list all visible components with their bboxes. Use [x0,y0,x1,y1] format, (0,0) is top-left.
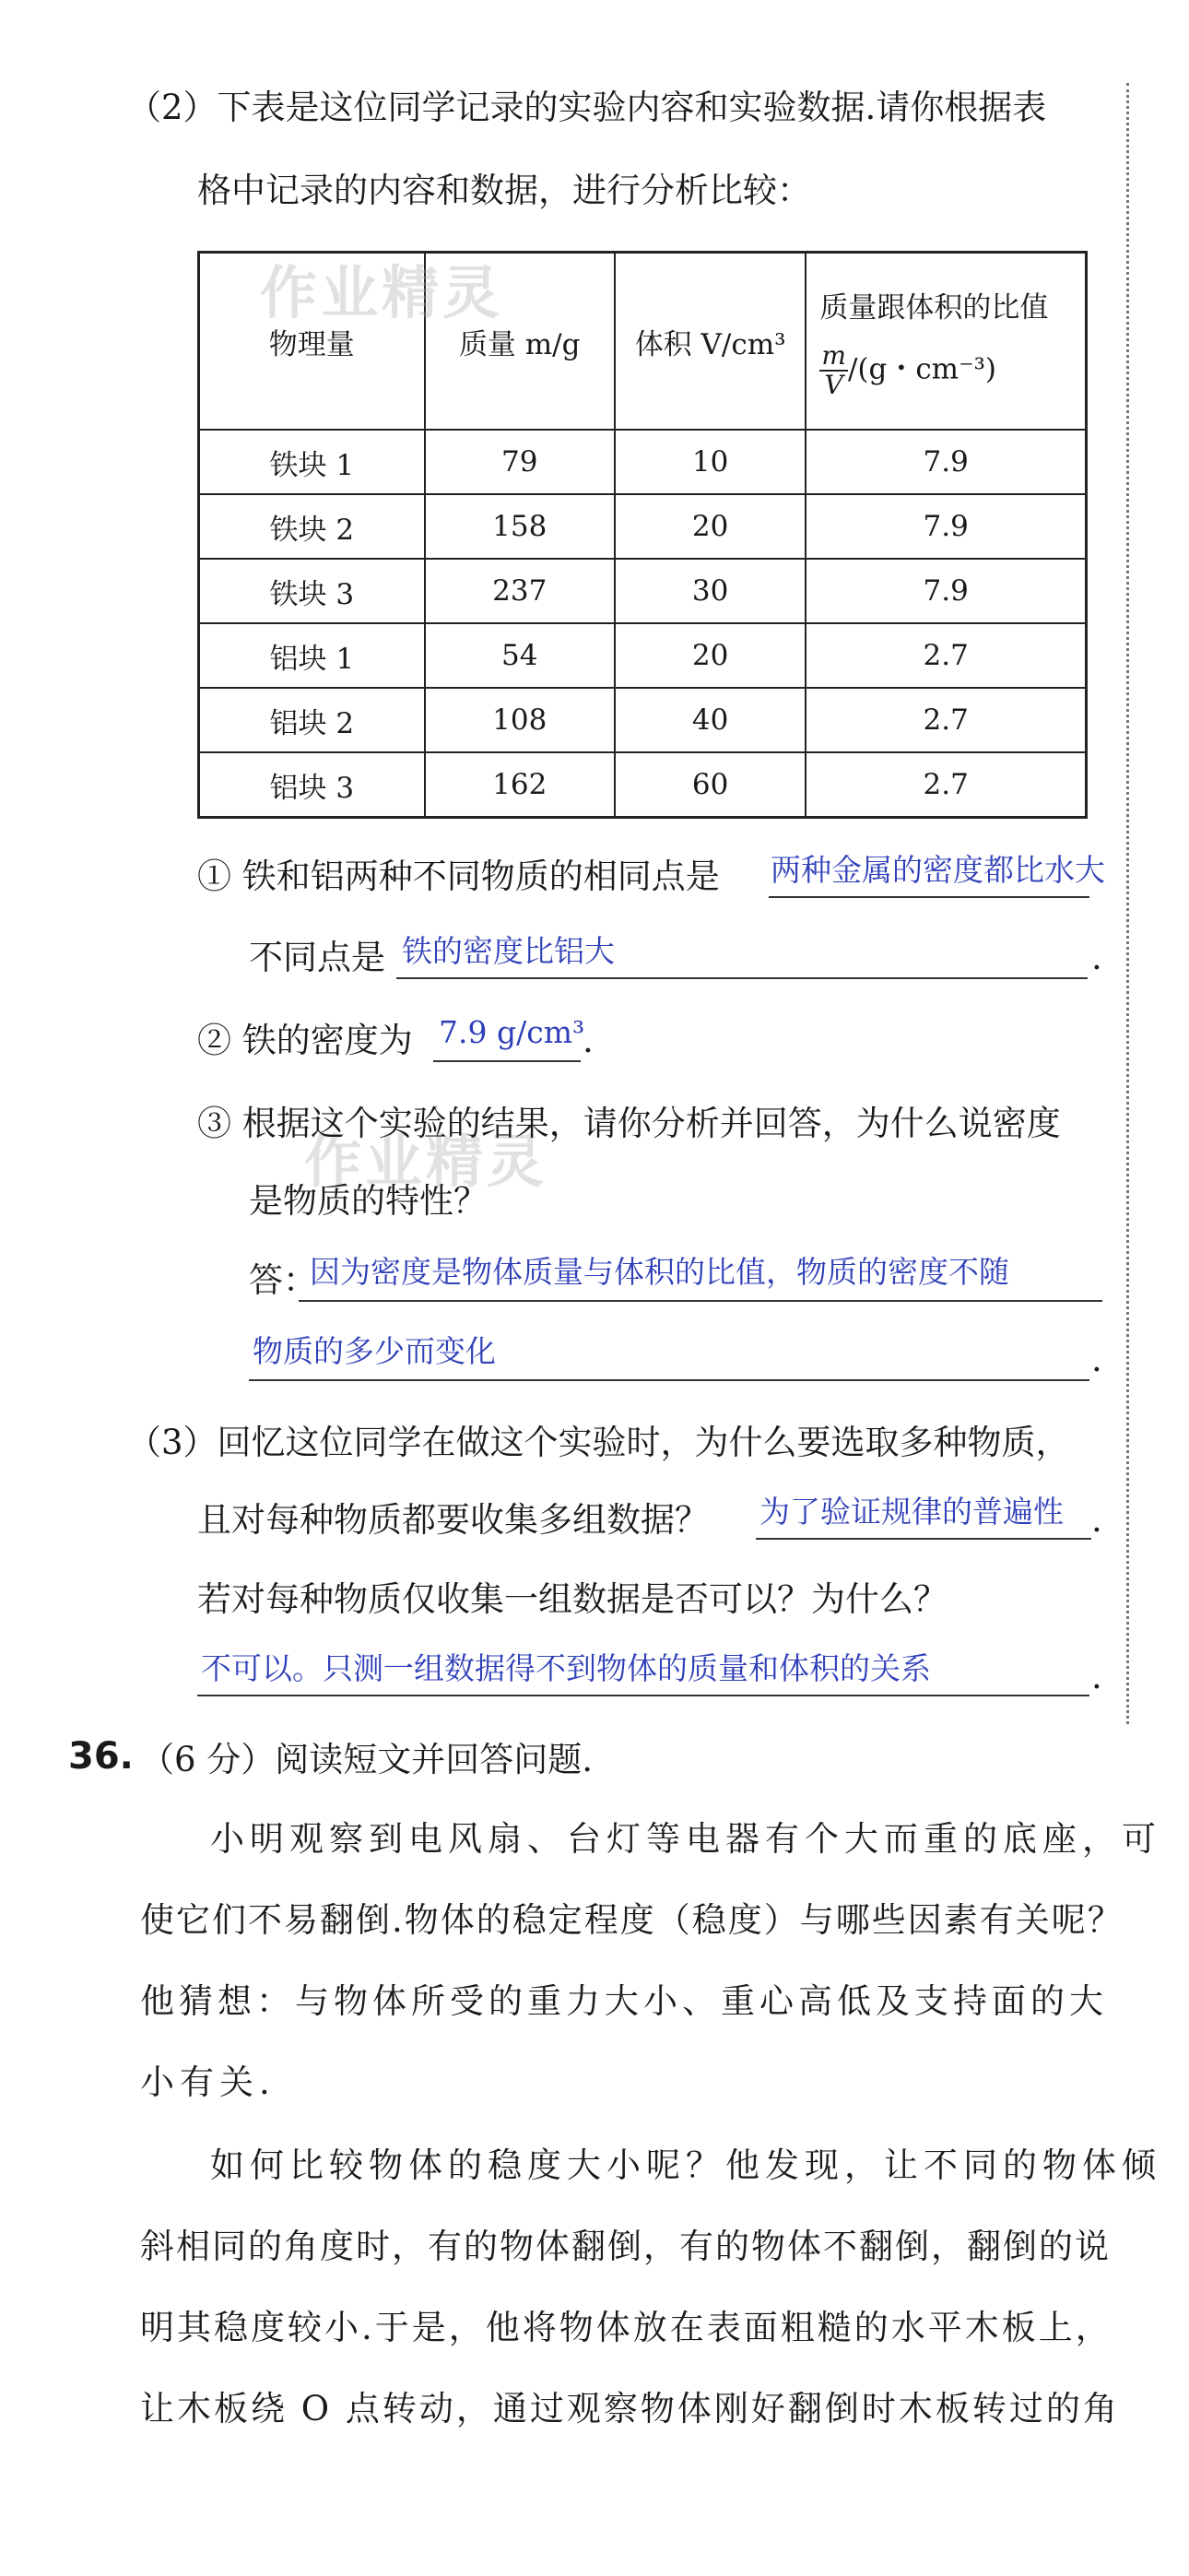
passage-p1-line1: 小明观察到电风扇、台灯等电器有个大而重的底座，可 [210,1819,1161,1859]
question-number: 36. [68,1735,134,1778]
q3-answer-line2-underline [249,1379,1089,1381]
q3-line2: 是物质的特性？ [249,1181,488,1221]
row-volume: 30 [615,559,806,623]
header-ratio-title: 质量跟体积的比值 [819,290,1049,325]
table-row [199,752,1087,818]
q3-answer-line1-underline [299,1300,1102,1302]
q2-answer: 7.9 g/cm³ [439,1014,585,1050]
header-mass: 质量 m/g [425,253,615,431]
part2-intro-line1: （2）下表是这位同学记录的实验内容和实验数据.请你根据表 [127,88,1047,127]
header-ratio-unit-wrap [819,339,1085,400]
part3-line1: （3）回忆这位同学在做这个实验时，为什么要选取多种物质， [127,1423,1070,1462]
row-ratio: 2.7 [806,623,1086,688]
passage-p1-line4: 小有关. [140,2062,276,2102]
header-ratio [806,253,1086,431]
q3-line1: ③ 根据这个实验的结果，请你分析并回答，为什么说密度 [197,1104,1061,1143]
passage-p2-line1: 如何比较物体的稳度大小呢？他发现，让不同的物体倾 [210,2145,1161,2185]
watermark: 作业精灵 [260,259,504,326]
fraction-numerator: m [821,339,846,371]
row-volume: 20 [615,623,806,688]
row-ratio: 7.9 [806,494,1086,559]
q2-answer-underline [433,1060,581,1062]
passage-p2-line3: 明其稳度较小.于是，他将物体放在表面粗糙的水平木板上， [140,2308,1112,2347]
row-volume: 40 [615,688,806,752]
q2-label: ② 铁的密度为 [197,1021,413,1060]
q1-label2: 不同点是 [249,938,385,977]
row-ratio: 7.9 [806,559,1086,623]
q1-end-period: . [1091,938,1102,977]
row-volume: 10 [615,430,806,494]
row-ratio: 2.7 [806,752,1086,818]
q3-end-period: . [1091,1340,1102,1379]
passage-p2-line4: 让木板绕 O 点转动，通过观察物体刚好翻倒时木板转过的角 [140,2389,1120,2428]
page-fold-edge [1126,83,1129,1724]
row-mass: 108 [425,688,615,752]
part3-end2-period: . [1091,1657,1102,1696]
row-name: 铁块 1 [199,430,425,494]
passage-p2-line2: 斜相同的角度时，有的物体翻倒，有的物体不翻倒，翻倒的说 [140,2227,1111,2266]
row-mass: 54 [425,623,615,688]
table-row [199,559,1087,623]
table-row [199,688,1087,752]
row-mass: 162 [425,752,615,818]
table-row [199,430,1087,494]
watermark: 作业精灵 [304,1128,548,1195]
row-name: 铁块 2 [199,494,425,559]
row-ratio: 7.9 [806,430,1086,494]
row-name: 铝块 2 [199,688,425,752]
row-name: 铁块 3 [199,559,425,623]
mass-over-volume-fraction [819,339,848,400]
q1-answer-underline [769,896,1089,898]
passage-p1-line3: 他猜想：与物体所受的重力大小、重心高低及支持面的大 [140,1981,1108,2021]
part3-line2: 且对每种物质都要收集多组数据？ [197,1500,709,1540]
row-volume: 60 [615,752,806,818]
table-row [199,623,1087,688]
header-volume: 体积 V/cm³ [615,253,806,431]
q1-answer: 两种金属的密度都比水大 [771,852,1105,888]
row-name: 铝块 1 [199,623,425,688]
row-mass: 237 [425,559,615,623]
part3-answer2-underline [197,1695,1089,1696]
q1-answer2: 铁的密度比铝大 [402,933,615,969]
fraction-denominator: V [824,369,843,400]
row-mass: 158 [425,494,615,559]
row-mass: 79 [425,430,615,494]
q3-answer-line2: 物质的多少而变化 [253,1333,496,1369]
row-ratio: 2.7 [806,688,1086,752]
passage-p1-line2: 使它们不易翻倒.物体的稳定程度（稳度）与哪些因素有关呢？ [140,1900,1124,1940]
row-volume: 20 [615,494,806,559]
header-physical-quantity: 物理量 [199,253,425,431]
q2-end-period: . [583,1021,594,1060]
row-name: 铝块 3 [199,752,425,818]
q1-label: ① 铁和铝两种不同物质的相同点是 [197,857,720,896]
header-ratio-unit: /(g・cm⁻³) [847,352,996,385]
table-row [199,494,1087,559]
q3-answer-line1: 因为密度是物体质量与体积的比值，物质的密度不随 [310,1254,1009,1290]
q3-answer-label: 答： [249,1260,317,1300]
part2-intro-line2: 格中记录的内容和数据，进行分析比较： [197,171,811,210]
part3-line3: 若对每种物质仅收集一组数据是否可以？为什么？ [197,1579,948,1619]
part3-answer1-underline [756,1538,1091,1540]
q1-answer2-underline [396,977,1088,979]
part3-answer2: 不可以。只测一组数据得不到物体的质量和体积的关系 [201,1650,931,1686]
part3-answer1: 为了验证规律的普遍性 [759,1494,1064,1530]
question-title: （6 分）阅读短文并回答问题. [140,1740,594,1779]
part3-end1-period: . [1091,1500,1102,1540]
data-table [197,251,1088,819]
